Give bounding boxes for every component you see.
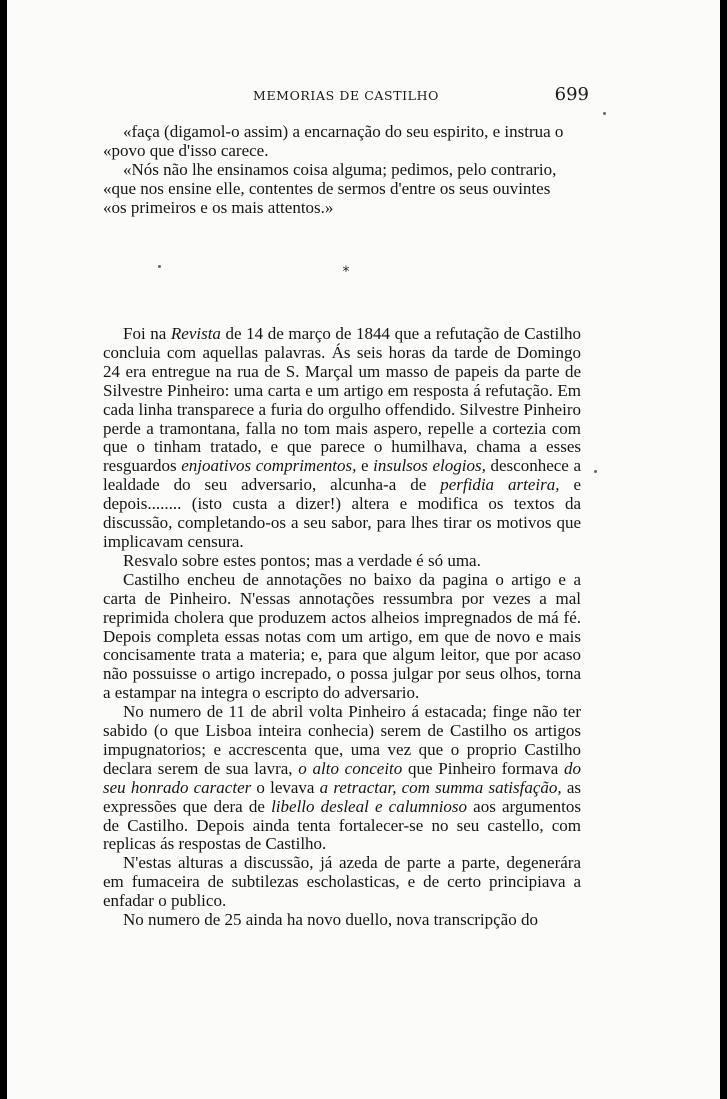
page-number: 699	[554, 84, 589, 105]
paragraph: Foi na Revista de 14 de março de 1844 que a refutação de Castilho concluia com aquellas palavras. Ás seis horas da tarde de Domingo 24 era entregue na rua de S. Marçal um masso de papeis da parte de Silvestre Pinheiro: uma carta e um artigo em resposta á refutação. Em cada linha transparece a furia do orgulho offendido. Silvestre Pinheiro perde a tramontana, falla no tom mais aspero, repelle a cortezia com que o tinham tratado, e que parece o humilhava, chama a esses resguardos enjoativos comprimentos, e insulsos elogios, desconhece a lealdade do seu adversario, alcunha-a de perfidia arteira, e depois........ (isto custa a dizer!) altera e modifica os textos da discussão, completando-os a seu sabor, para lhes tirar os motivos que implicavam censura.	[103, 324, 581, 551]
body-text	[103, 325, 581, 930]
page-header	[103, 84, 589, 108]
section-separator: *	[342, 264, 350, 280]
paragraph: No numero de 11 de abril volta Pinheiro á estacada; finge não ter sabido (o que Lisboa inteira conhecia) serem de Castilho os artigos impugnatorios; e accrescenta que, uma vez que o proprio Castilho declara serem de sua lavra, o alto conceito que Pinheiro formava do seu honrado caracter o levava a retractar, com summa satisfação, as expressões que dera de libello desleal e calumnioso aos argumentos de Castilho. Depois ainda tenta fortalecer-se no seu castello, com replicas ás respostas de Castilho.	[103, 702, 582, 854]
print-speck	[158, 265, 161, 268]
quote-line: «povo que d'isso carece.	[103, 140, 269, 160]
quote-line: «os primeiros e os mais attentos.»	[103, 197, 334, 217]
paragraph: Resvalo sobre estes pontos; mas a verdade é só uma.	[123, 550, 481, 570]
paragraph: Castilho encheu de annotações no baixo da pagina o artigo e a carta de Pinheiro. N'essas annotações ressumbra por vezes a mal reprimida cholera que produzem actos alheios impregnados de má fé. Depois completa essas notas com um artigo, em que de novo e mais concisamente trata a materia; e, para que algum leitor, que por acaso não possuisse o artigo increpado, o possa julgar por seus olhos, torna a estampar na integra o escripto do adversario.	[103, 569, 581, 703]
paragraph: N'estas alturas a discussão, já azeda de parte a parte, degenerára em fumaceira de subtilezas escholasticas, e de certo principiava a enfadar o publico.	[103, 853, 581, 911]
paragraph: No numero de 25 ainda ha novo duello, nova transcripção do	[123, 910, 538, 930]
quote-line: «que nos ensine elle, contentes de sermos d'entre os seus ouvintes	[103, 178, 551, 198]
book-page	[7, 0, 720, 1099]
print-speck	[603, 112, 606, 115]
quote-line: «faça (digamol-o assim) a encarnação do seu espirito, e instrua o	[123, 122, 564, 141]
quote-line: «Nós não lhe ensinamos coisa alguma; pedimos, pelo contrario,	[123, 159, 557, 179]
quoted-passage	[103, 123, 581, 218]
print-speck	[594, 470, 597, 473]
running-title: MEMORIAS DE CASTILHO	[253, 88, 439, 103]
